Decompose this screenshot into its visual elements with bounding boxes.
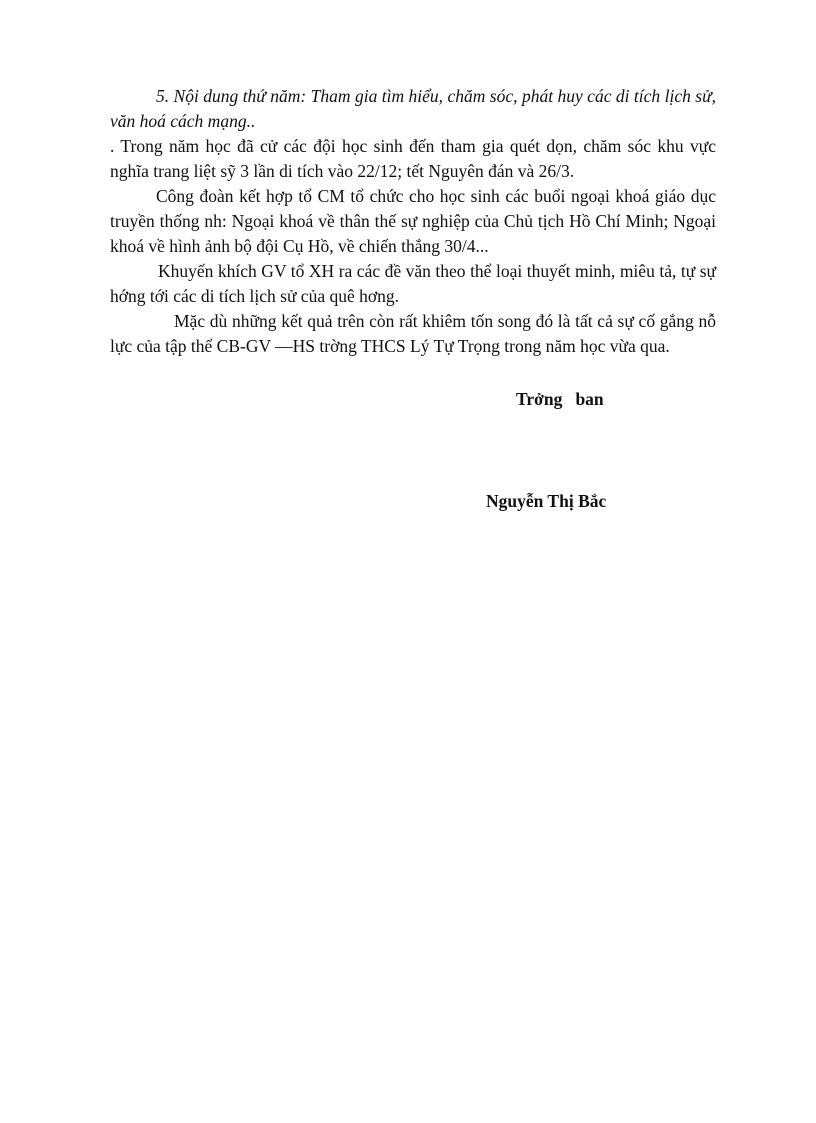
signature-name: Nguyễn Thị Bắc (486, 491, 607, 511)
section-heading-paragraph: 5. Nội dung thứ năm: Tham gia tìm hiểu, chăm sóc, phát huy các di tích lịch sử, văn hoá cách mạng.. (110, 86, 716, 131)
body-paragraph: Mặc dù những kết quả trên còn rất khiêm tốn song đó là tất cả sự cố gắng nỗ lực của tập thể CB-GV —HS trờng THCS Lý Tự Trọng trong năm học vừa qua. (110, 311, 716, 356)
body-paragraph: Khuyến khích GV tổ XH ra các đề văn theo thể loại thuyết minh, miêu tả, tự sự hớng tới các di tích lịch sử của quê hơng. (110, 261, 716, 306)
body-paragraph: Công đoàn kết hợp tổ CM tổ chức cho học sinh các buổi ngoại khoá giáo dục truyền thống nh: Ngoại khoá về thân thế sự nghiệp của Chủ tịch Hồ Chí Minh; Ngoại khoá về hình ảnh bộ đội Cụ Hồ, về chiến thắng 30/4... (110, 186, 716, 256)
body-paragraph: . Trong năm học đã cử các đội học sinh đến tham gia quét dọn, chăm sóc khu vực nghĩa trang liệt sỹ 3 lần di tích vào 22/12; tết Nguyên đán và 26/3. (110, 136, 716, 181)
signature-title: Trởng ban (516, 389, 604, 409)
document-body (110, 84, 716, 359)
